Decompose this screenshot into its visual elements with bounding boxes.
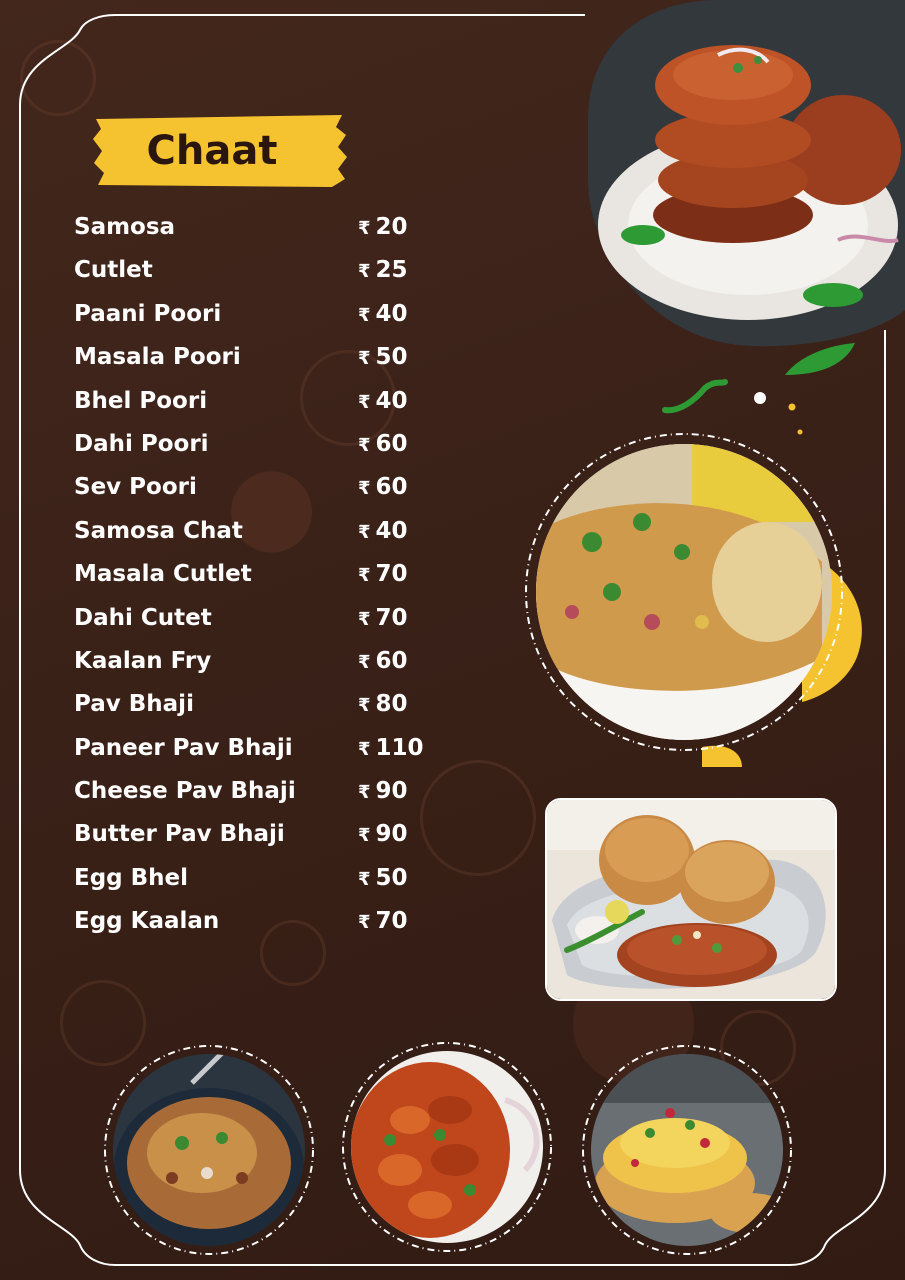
rupee-symbol: ₹ [358,348,371,370]
price-amount: 70 [375,561,408,588]
price-amount: 110 [375,734,424,761]
menu-item [74,210,434,253]
menu-item [74,904,434,947]
rupee-symbol: ₹ [358,868,371,890]
menu-item-price [358,865,408,891]
menu-item-name: Samosa [74,214,176,240]
rupee-symbol: ₹ [358,478,371,500]
rupee-symbol: ₹ [358,782,371,804]
menu-item-price [358,561,408,587]
rupee-symbol: ₹ [358,434,371,456]
price-amount: 40 [375,387,408,414]
menu-item [74,557,434,600]
price-amount: 40 [375,300,408,327]
price-amount: 90 [375,821,408,848]
price-amount: 70 [375,908,408,935]
menu-item-name: Paneer Pav Bhaji [74,734,293,761]
menu-item [74,601,434,644]
price-amount: 25 [375,257,408,284]
menu-item [74,297,434,340]
menu-item-price [358,257,408,283]
menu-item-price [358,214,408,240]
menu-item-name: Dahi Cutet [74,604,212,631]
menu-item-price [358,431,408,457]
menu-item-price [358,344,408,370]
rupee-symbol: ₹ [358,218,371,239]
menu-item-price [358,908,408,934]
menu-item [74,514,434,557]
menu-item-name: Cheese Pav Bhaji [74,778,296,805]
menu-item [74,861,434,904]
menu-list [74,210,434,948]
menu-item [74,687,434,730]
menu-item-price [358,691,408,717]
section-title: Chaat [146,128,278,174]
menu-item-name: Dahi Poori [74,430,209,457]
photo-cutlet-stack [588,0,905,350]
rupee-symbol: ₹ [358,608,371,630]
menu-item-name: Pav Bhaji [74,691,194,718]
price-amount: 40 [375,517,408,544]
price-amount: 70 [375,604,408,631]
menu-item [74,774,434,817]
rupee-symbol: ₹ [358,304,371,326]
rupee-symbol: ₹ [358,695,371,717]
rupee-symbol: ₹ [358,391,371,413]
menu-item [74,817,434,860]
menu-item-price [358,778,408,804]
menu-item [74,340,434,383]
menu-item-price [358,518,408,544]
menu-item-name: Kaalan Fry [74,647,212,674]
menu-item-price [358,735,424,761]
price-amount: 50 [375,864,408,891]
menu-item-name: Butter Pav Bhaji [74,821,285,848]
rupee-symbol: ₹ [358,565,371,587]
rupee-symbol: ₹ [358,261,371,283]
photo-kaalan-fry [340,1040,554,1254]
menu-item [74,731,434,774]
photo-sev-poori [580,1043,794,1257]
menu-item-name: Bhel Poori [74,387,208,414]
price-amount: 90 [375,778,408,805]
section-title-banner [92,113,348,189]
rupee-symbol: ₹ [358,825,371,847]
photo-bhel-bowl [512,422,872,767]
menu-item [74,427,434,470]
menu-item-price [358,648,408,674]
menu-item-name: Egg Kaalan [74,908,220,935]
menu-item-name: Paani Poori [74,300,222,327]
menu-item-name: Masala Cutlet [74,561,252,588]
rupee-symbol: ₹ [358,521,371,543]
price-amount: 50 [375,344,408,371]
menu-item-price [358,605,408,631]
price-amount: 80 [375,691,408,718]
menu-item-name: Masala Poori [74,344,241,371]
menu-item-name: Cutlet [74,257,153,284]
photo-samosa-chaat-bowl [102,1043,316,1257]
menu-item-price [358,821,408,847]
rupee-symbol: ₹ [358,651,371,673]
menu-item-price [358,474,408,500]
photo-pav-bhaji-plate [545,798,837,1001]
menu-item-price [358,388,408,414]
price-amount: 60 [375,647,408,674]
menu-item [74,470,434,513]
menu-item [74,644,434,687]
price-amount: 60 [375,430,408,457]
rupee-symbol: ₹ [358,738,371,760]
rupee-symbol: ₹ [358,912,371,934]
price-amount: 20 [375,214,408,240]
menu-item [74,384,434,427]
menu-item-price [358,301,408,327]
price-amount: 60 [375,474,408,501]
menu-item-name: Samosa Chat [74,517,243,544]
menu-item-name: Sev Poori [74,474,197,501]
menu-item-name: Egg Bhel [74,864,189,891]
menu-item [74,253,434,296]
